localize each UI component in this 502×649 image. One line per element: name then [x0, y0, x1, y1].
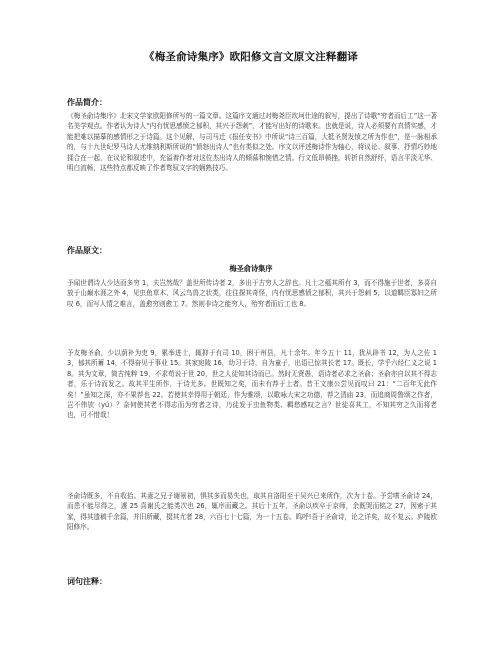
notes-heading: 词句注释： — [67, 577, 107, 586]
document-title: 《梅圣俞诗集序》欧阳修文言文原文注释翻译 — [144, 51, 358, 63]
original-paragraph-1: 予闻世谓诗人少达而多穷 1，夫岂然哉？盖世所传诗者 2，多出于古穷人之辞也。凡士之蕴其所有 3，而不得施于世者，多喜自放于山巅水涯之外 4，见虫鱼草木、风云鸟兽之状类，往往探其奇怪，内有忧思感愤之郁积，其兴于怨刺 5，以道羁臣寡妇之所叹 6，而写人情之难言，盖愈穷则愈工 7。然则非诗之能穷人，殆穷者而后工也 8。 — [67, 279, 437, 308]
intro-paragraph: 《梅圣俞诗集序》北宋文学家欧阳修所写的一篇文章。这篇序文通过对梅尧臣坎坷仕途的叙写，提出了诗歌“穷者而后工”这一著名美学观点。作者认为诗人“内有忧思感愤之郁积，其兴于怨刺”，才能写出好的诗歌来。也就是说，诗人必须要有真情实感，才能把难以描摹的感情形之于诗篇。这个见解，与司马迁《报任安书》中所说“诗三百篇，大抵圣贤发愤之所为作也”，是一脉相承的，与十九世纪罗马诗人尤维纳利斯所说的“愤怒出诗人”也有类似之处。序文以评述梅诗作为轴心，将议论、叙事、抒情巧妙地揉合在一起，在议论和叙述中，充溢着作者对这位杰出诗人的倾慕和惋惜之情。行文低昂顿挫，转折自然舒纾，语言平淡无华、明白流畅，这些特点都反映了作者骛驭文字的娴熟技巧。 — [67, 112, 437, 173]
intro-heading: 作品简介： — [67, 98, 107, 107]
original-work-title: 梅圣俞诗集序 — [229, 264, 273, 273]
original-paragraph-2: 予友梅圣俞，少以荫补为吏 9，累举进士，辄抑于有司 10，困于州县，凡十余年。年今五十 11，犹从辟书 12，为人之佐 13，郁其所蓄 14，不得奋见于事业 15。其家宛陵 16，幼习于诗，自为童子，出语已惊其长老 17。既长，学乎六经仁义之说 18。其为文章，简古纯粹 19，不求苟说于世 20，世之人徒知其诗而已。然时无贤愚，语诗者必求之圣俞；圣俞亦自以其不得志者，乐于诗而发之。故其平生所作，于诗尤多。世既知之矣，而未有荐于上者。昔王文康公尝见而叹曰 21：“二百年无此作矣！”虽知之深，亦不果荐也 22。若使其幸得用于朝廷，作为雅颂，以歌咏大宋之功德，荐之清庙 23，而追商周鲁颂之作者，岂不伟欤（yú）？奈何使其老不得志而为穷者之诗，乃徒发于虫鱼物类、羁愁感叹之言？世徒喜其工，不知其穷之久而将老也，可不惜哉！ — [67, 349, 437, 420]
original-heading: 作品原文： — [67, 246, 107, 255]
original-paragraph-3: 圣俞诗既多，不自收拾。其妻之兄子谢景初，惧其多而易失也，取其自洛阳至于吴兴已来所作，次为十卷。予尝嗜圣俞诗 24，而患不能尽得之，遽 25 喜谢氏之能类次也 26，辄序而藏之。其后十五年，圣俞以疾卒于京师，余既哭而铭之 27，因索于其家，得其遗稿千余篇，并旧所藏，掇其尤者 28，六百七十七篇，为一十五卷。呜呼!吾于圣俞诗，论之详矣，故不复云。庐陵欧阳修序。 — [67, 492, 437, 532]
